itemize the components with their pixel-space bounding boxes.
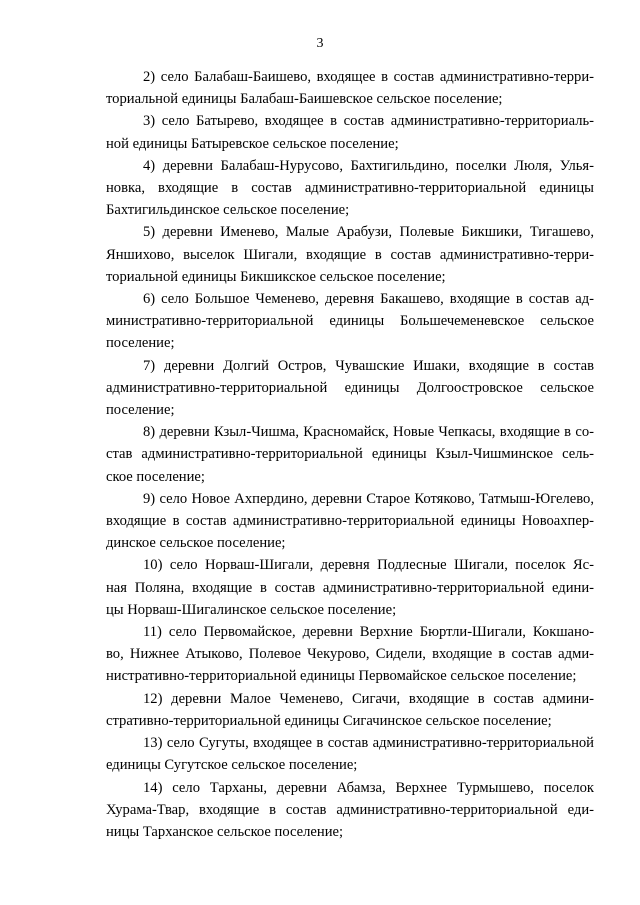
text-line: поселение;	[106, 335, 175, 352]
text-line: ницы Тарханское сельское поселение;	[106, 823, 344, 840]
text-line: 3) село Батырево, входящее в состав административно-территориаль-	[143, 113, 594, 130]
text-line: нистративно-территориальной единицы Первомайское сельское поселение;	[106, 668, 577, 685]
list-item	[106, 355, 594, 422]
text-line: 9) село Новое Ахпердино, деревни Старое Котяково, Татмыш-Югелево,	[143, 490, 594, 507]
text-line: 12) деревни Малое Чеменево, Сигачи, входящие в состав админи-	[143, 690, 594, 707]
text-line: новка, входящие в состав административно-территориальной единицы	[106, 180, 594, 197]
text-line: цы Норваш-Шигалинское сельское поселение;	[106, 601, 397, 618]
text-line: 7) деревни Долгий Остров, Чувашские Ишаки, входящие в состав	[143, 357, 594, 374]
text-line: ториальной единицы Бикшикское сельское поселение;	[106, 268, 446, 285]
list-item	[106, 221, 594, 288]
text-line: 8) деревни Кзыл-Чишма, Красномайск, Новые Чепкасы, входящие в со-	[143, 424, 594, 441]
list-item	[106, 554, 594, 621]
text-line: министративно-территориальной единицы Большечеменевское сельское	[106, 313, 594, 330]
text-line: ское поселение;	[106, 468, 205, 485]
text-line: Бахтигильдинское сельское поселение;	[106, 202, 350, 219]
list-item	[106, 777, 594, 844]
list-item	[106, 110, 594, 154]
list-item	[106, 488, 594, 555]
text-line: 2) село Балабаш-Баишево, входящее в состав административно-терри-	[143, 69, 594, 85]
text-line: 14) село Тарханы, деревни Абамза, Верхнее Турмышево, поселок	[143, 779, 594, 796]
text-line: Яншихово, выселок Шигали, входящие в состав административно-терри-	[106, 246, 594, 263]
text-line: став административно-территориальной единицы Кзыл-Чишминское сель-	[106, 446, 594, 463]
list-item	[106, 732, 594, 776]
text-line: во, Нижнее Атыково, Полевое Чекурово, Сидели, входящие в состав адми-	[106, 646, 594, 663]
document-body	[106, 66, 594, 843]
text-line: ной единицы Батыревское сельское поселение;	[106, 135, 399, 152]
text-line: 13) село Сугуты, входящее в состав административно-территориальной	[143, 735, 594, 752]
text-line: ториальной единицы Балабаш-Баишевское сельское поселение;	[106, 91, 503, 108]
text-line: Хурама-Твар, входящие в состав административно-территориальной еди-	[106, 801, 594, 818]
text-line: динское сельское поселение;	[106, 535, 286, 552]
text-line: административно-территориальной единицы Долгоостровское сельское	[106, 379, 594, 396]
text-line: 4) деревни Балабаш-Нурусово, Бахтигильдино, поселки Люля, Улья-	[143, 157, 594, 174]
list-item	[106, 688, 594, 732]
page-number: 3	[316, 36, 324, 51]
text-line: 10) село Норваш-Шигали, деревня Подлесные Шигали, поселок Яс-	[143, 557, 594, 574]
list-item	[106, 621, 594, 688]
text-line: ная Поляна, входящие в состав административно-территориальной едини-	[106, 579, 594, 596]
text-line: 11) село Первомайское, деревни Верхние Бюртли-Шигали, Кокшано-	[143, 624, 594, 641]
list-item	[106, 66, 594, 110]
list-item	[106, 155, 594, 222]
text-line: стративно-территориальной единицы Сигачинское сельское поселение;	[106, 712, 552, 729]
text-line: 5) деревни Именево, Малые Арабузи, Полевые Бикшики, Тигашево,	[143, 224, 594, 241]
text-line: входящие в состав административно-территориальной единицы Новоахпер-	[106, 513, 594, 530]
list-item	[106, 421, 594, 488]
list-item	[106, 288, 594, 355]
text-line: единицы Сугутское сельское поселение;	[106, 757, 358, 774]
text-line: поселение;	[106, 402, 175, 419]
text-line: 6) село Большое Чеменево, деревня Бакашево, входящие в состав ад-	[143, 291, 594, 308]
